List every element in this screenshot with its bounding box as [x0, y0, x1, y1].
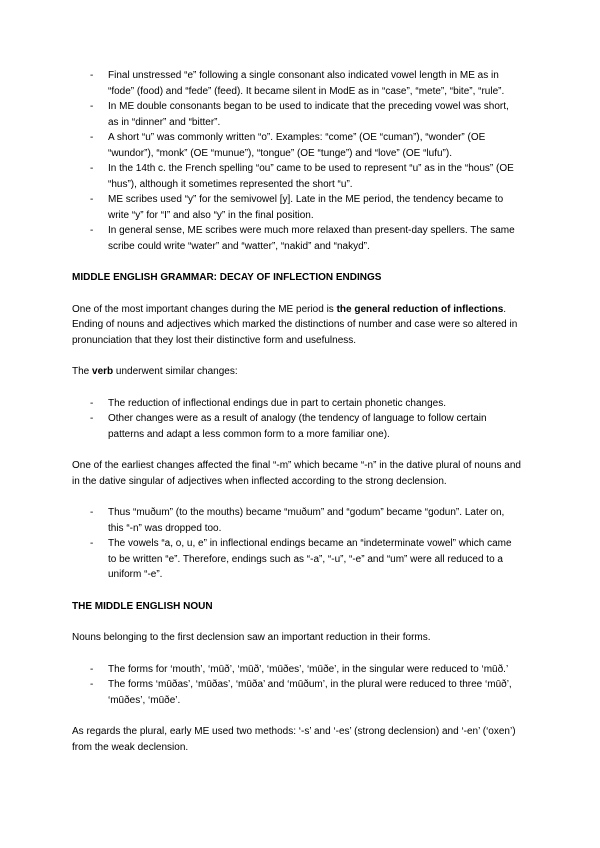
bullet-dash: -	[90, 663, 94, 675]
list-item: - Final unstressed “e” following a single consonant also indicated vowel length in ME as in “fode” (food) and “fede” (feed). It became silent in ModE as in “case”, “mete”, “bite”, “rule”.	[90, 70, 505, 97]
paragraph-final-m: One of the earliest changes affected the final “-m” which became “-n” in the dative plural of nouns and in the dative singular of adjectives when inflected according to the strong declension.	[72, 460, 521, 487]
noun-forms-list	[72, 662, 522, 709]
bullet-dash: -	[90, 679, 94, 690]
list-item: - In general sense, ME scribes were much more relaxed than present-day spellers. The same scribe could write “water” and “watter”, “nakid” and “nakyd”.	[90, 225, 515, 252]
bullet-dash: -	[90, 132, 94, 143]
list-item: - A short “u” was commonly written “o”. Examples: “come” (OE “cuman”), “wonder” (OE “wundor”), “monk” (OE “munue”), “tongue” (OE “tunge”) and “love” (OE “lufu”).	[90, 132, 486, 159]
bullet-dash: -	[90, 413, 94, 424]
list-item: - In ME double consonants began to be used to indicate that the preceding vowel was short, as in “dinner” and “bitter”.	[90, 101, 509, 128]
list-item: - The forms for ‘mouth’, ‘mūð’, ‘mūð’, ‘mūðes’, ‘mūðe’, in the singular were reduced to ‘mūð.’	[72, 662, 522, 678]
list-item: - Thus “muðum” (to the mouths) became “muðum” and “godum” became “godun”. Later on, this “-n” was dropped too.	[90, 507, 505, 534]
bullet-dash: -	[90, 225, 94, 236]
verb-changes-list	[72, 396, 522, 443]
paragraph-verb: The verb underwent similar changes:	[72, 366, 238, 377]
paragraph-inflections: One of the most important changes during the ME period is the general reduction of inflections. Ending of nouns and adjectives which marked the distinctions of number and case were so altered in pronunciation that they lost their distinctive form and usefulness.	[72, 303, 518, 346]
bullet-dash: -	[90, 194, 94, 205]
list-item: - In the 14th c. the French spelling “ou” came to be used to represent “u” as in the “hous” (OE “hus”), although it sometimes represented the short “u”.	[90, 163, 514, 190]
document-content	[72, 68, 522, 755]
bullet-dash: -	[90, 163, 94, 174]
list-item: - The vowels “a, o, u, e” in inflectional endings became an “indeterminate vowel” which came to be written “e”. Therefore, endings such as “-a”, “-u”, “-e” and “um” were all reduced to a uniform “-e”.	[90, 538, 512, 580]
bullet-dash: -	[90, 538, 94, 549]
list-item: - The forms ‘mūðas’, ‘mūðas’, ‘mūða’ and ‘mūðum’, in the plural were reduced to three ‘mūð’, ‘mūðes’, ‘mūðe’.	[90, 679, 512, 706]
bold-term: the general reduction of inflections	[336, 303, 504, 315]
section-heading-grammar: MIDDLE ENGLISH GRAMMAR: DECAY OF INFLECTION ENDINGS	[72, 272, 382, 283]
paragraph-plural-methods: As regards the plural, early ME used two methods: ‘-s’ and ‘-es’ (strong declension) and ‘-en’ (‘oxen’) from the weak declension.	[72, 726, 516, 753]
final-m-changes-list	[72, 505, 522, 583]
bullet-dash: -	[90, 507, 94, 518]
list-item: - The reduction of inflectional endings due in part to certain phonetic changes.	[72, 396, 522, 412]
spelling-bullet-list	[72, 68, 522, 254]
section-heading-noun: THE MIDDLE ENGLISH NOUN	[72, 600, 213, 612]
bullet-dash: -	[90, 70, 94, 81]
list-item: - ME scribes used “y” for the semivowel [y]. Late in the ME period, the tendency became to write “y” for “I” and also “y” in the final position.	[90, 194, 504, 221]
bullet-dash: -	[90, 397, 94, 409]
paragraph-first-declension: Nouns belonging to the first declension saw an important reduction in their forms.	[72, 632, 431, 643]
list-item: - Other changes were as a result of analogy (the tendency of language to follow certain patterns and adapt a less common form to a more familiar one).	[90, 413, 487, 440]
bullet-dash: -	[90, 101, 94, 112]
bold-term: verb	[92, 366, 114, 377]
